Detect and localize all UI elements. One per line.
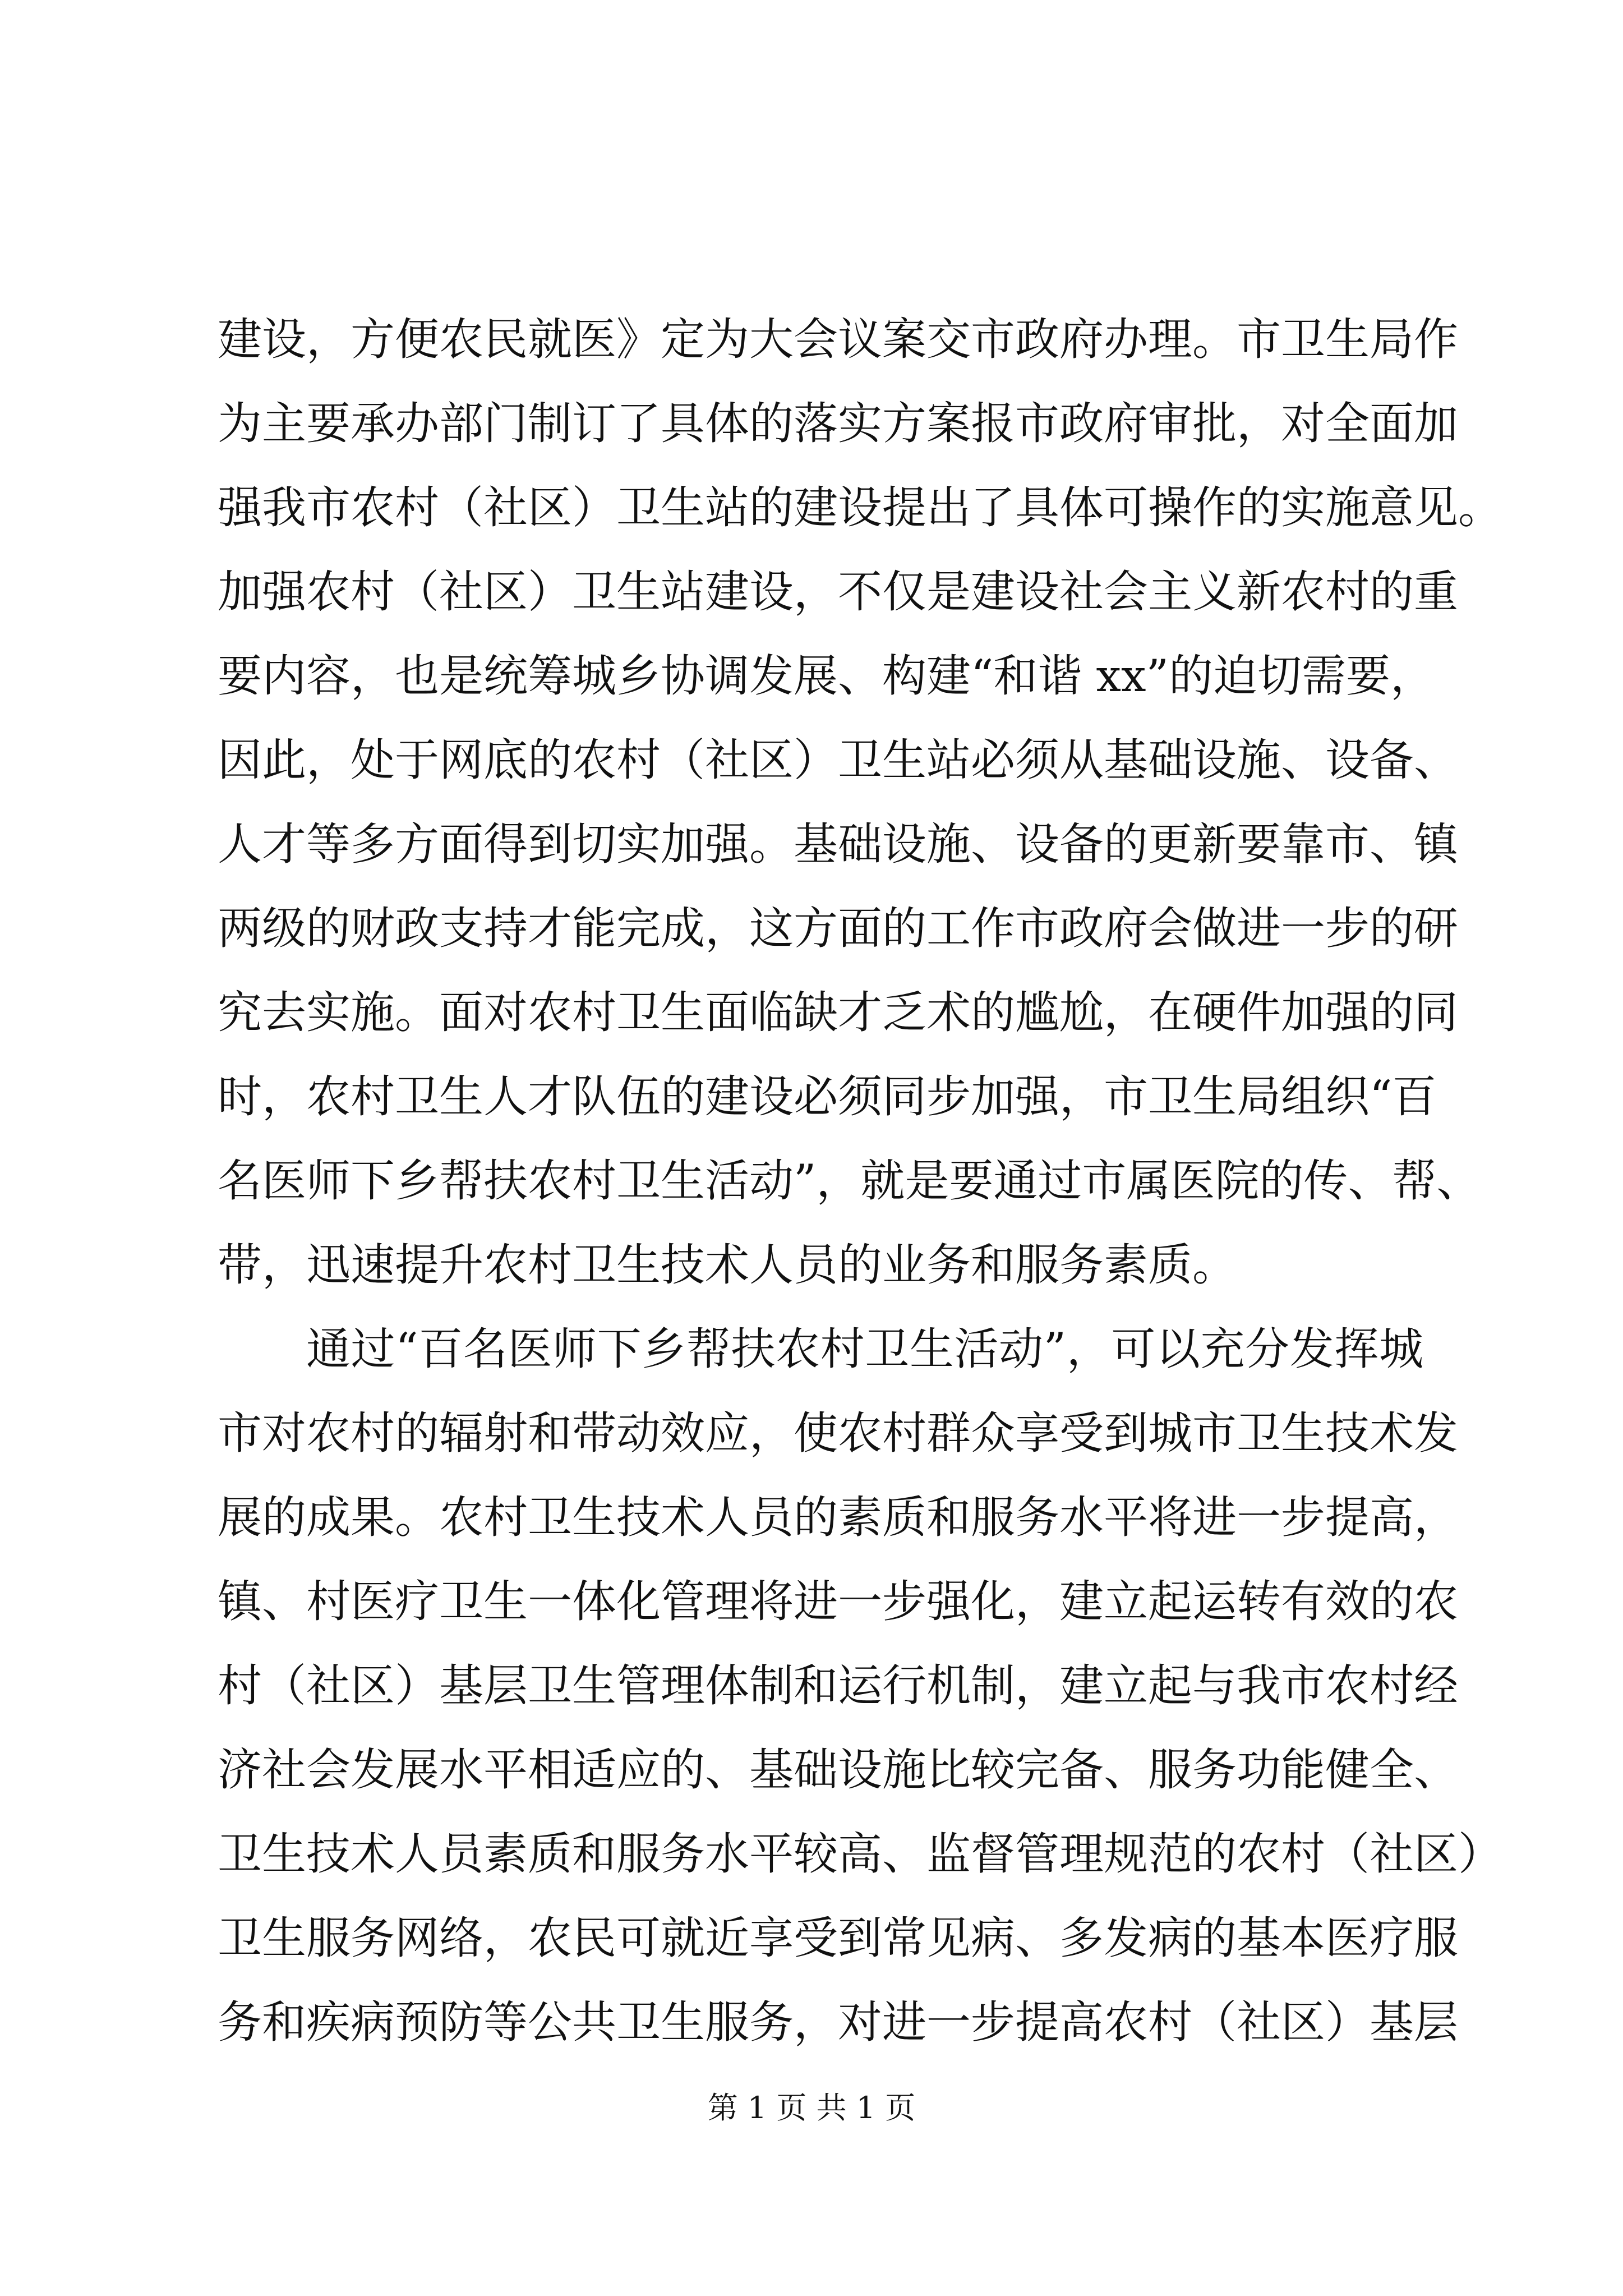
text-line: 人才等多方面得到切实加强。基础设施、设备的更新要靠市、镇 bbox=[218, 818, 1458, 870]
text-line: 为主要承办部门制订了具体的落实方案报市政府审批，对全面加 bbox=[218, 398, 1458, 449]
text-line: 市对农村的辐射和带动效应，使农村群众享受到城市卫生技术发 bbox=[218, 1407, 1458, 1459]
text-line: 卫生服务网络，农民可就近享受到常见病、多发病的基本医疗服 bbox=[218, 1912, 1458, 1964]
text-line: 究去实施。面对农村卫生面临缺才乏术的尴尬，在硬件加强的同 bbox=[218, 987, 1458, 1038]
page-footer: 第 1 页 共 1 页 bbox=[707, 2090, 916, 2125]
text-line: 因此，处于网底的农村（社区）卫生站必须从基础设施、设备、 bbox=[218, 734, 1458, 786]
text-line: 加强农村（社区）卫生站建设，不仅是建设社会主义新农村的重 bbox=[218, 566, 1458, 618]
text-line: 镇、村医疗卫生一体化管理将进一步强化，建立起运转有效的农 bbox=[218, 1576, 1458, 1627]
text-line: 村（社区）基层卫生管理体制和运行机制，建立起与我市农村经 bbox=[218, 1660, 1458, 1711]
text-line: 建设，方便农民就医》定为大会议案交市政府办理。市卫生局作 bbox=[218, 314, 1458, 365]
text-line: 两级的财政支持才能完成，这方面的工作市政府会做进一步的研 bbox=[218, 903, 1458, 954]
text-line: 强我市农村（社区）卫生站的建设提出了具体可操作的实施意见。 bbox=[218, 482, 1502, 533]
text-line: 通过“百名医师下乡帮扶农村卫生活动”，可以充分发挥城 bbox=[306, 1323, 1423, 1375]
text-line: 名医师下乡帮扶农村卫生活动”，就是要通过市属医院的传、帮、 bbox=[218, 1155, 1481, 1207]
text-line: 务和疾病预防等公共卫生服务，对进一步提高农村（社区）基层 bbox=[218, 1996, 1458, 2048]
text-line: 济社会发展水平相适应的、基础设施比较完备、服务功能健全、 bbox=[218, 1744, 1458, 1796]
text-line: 带，迅速提升农村卫生技术人员的业务和服务素质。 bbox=[218, 1239, 1237, 1291]
text-line: 卫生技术人员素质和服务水平较高、监督管理规范的农村（社区） bbox=[218, 1828, 1502, 1880]
text-line: 时，农村卫生人才队伍的建设必须同步加强，市卫生局组织“百 bbox=[218, 1071, 1437, 1122]
text-line: 要内容，也是统筹城乡协调发展、构建“和谐 xx”的迫切需要， bbox=[218, 650, 1435, 702]
text-line: 展的成果。农村卫生技术人员的素质和服务水平将进一步提高， bbox=[218, 1492, 1458, 1543]
